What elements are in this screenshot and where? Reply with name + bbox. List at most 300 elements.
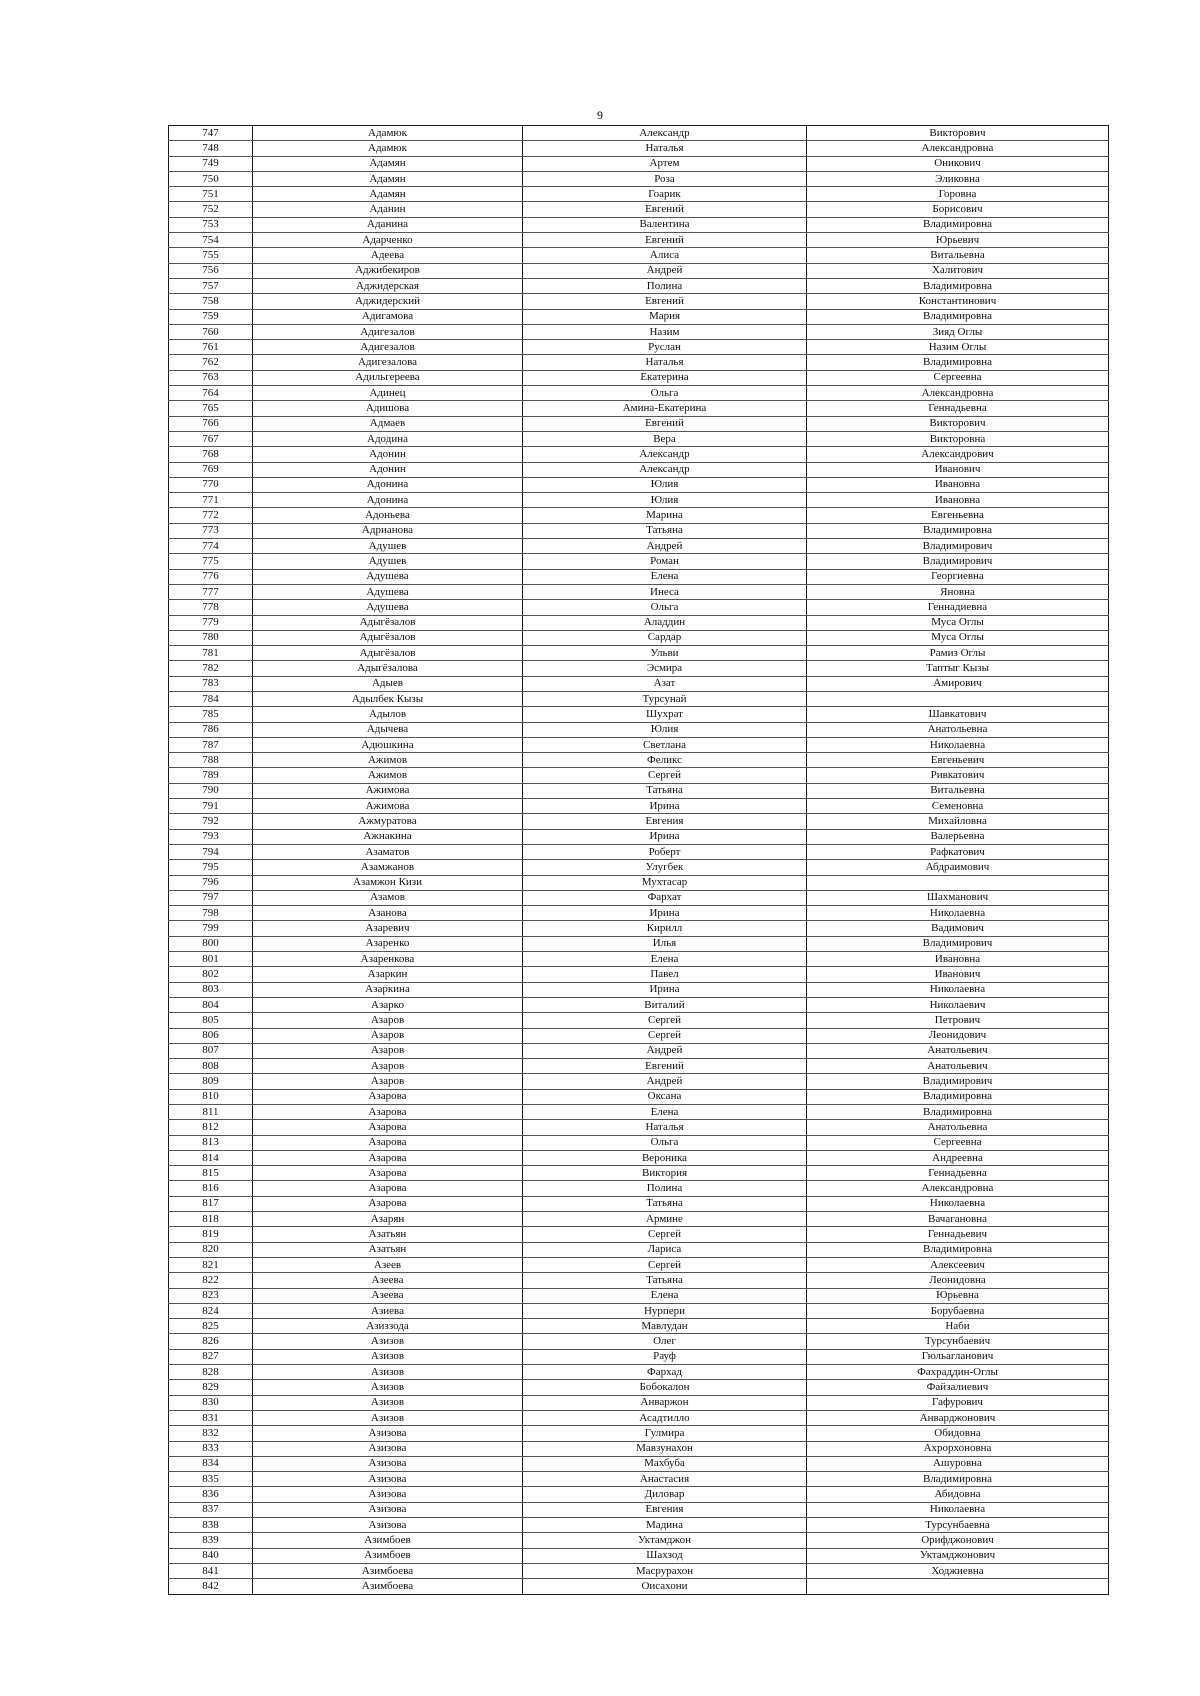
row-number: 835 [169,1472,253,1487]
surname-cell: Адамюк [253,141,523,156]
patronymic-cell: Александрович [807,447,1109,462]
first-name-cell: Мухтасар [523,875,807,890]
first-name-cell: Махбуба [523,1456,807,1471]
first-name-cell: Шухрат [523,707,807,722]
first-name-cell: Ирина [523,829,807,844]
patronymic-cell: Георгиевна [807,569,1109,584]
patronymic-cell: Абдраимович [807,860,1109,875]
table-row [169,202,1109,217]
surname-cell: Ажимов [253,768,523,783]
first-name-cell: Мадина [523,1518,807,1533]
patronymic-cell: Иванович [807,967,1109,982]
surname-cell: Азизов [253,1380,523,1395]
row-number: 806 [169,1028,253,1043]
surname-cell: Азеева [253,1273,523,1288]
patronymic-cell: Борисович [807,202,1109,217]
patronymic-cell: Александровна [807,1181,1109,1196]
table-row [169,386,1109,401]
patronymic-cell: Борубаевна [807,1303,1109,1318]
patronymic-cell: Михайловна [807,814,1109,829]
row-number: 832 [169,1426,253,1441]
surname-cell: Адодина [253,431,523,446]
surname-cell: Азиева [253,1303,523,1318]
row-number: 783 [169,676,253,691]
row-number: 840 [169,1548,253,1563]
row-number: 794 [169,844,253,859]
patronymic-cell: Анатольевна [807,722,1109,737]
row-number: 772 [169,508,253,523]
first-name-cell: Андрей [523,539,807,554]
first-name-cell: Полина [523,278,807,293]
first-name-cell: Елена [523,1105,807,1120]
surname-cell: Адычева [253,722,523,737]
table-row [169,600,1109,615]
patronymic-cell: Константинович [807,294,1109,309]
surname-cell: Азаренкова [253,952,523,967]
first-name-cell: Фархат [523,890,807,905]
first-name-cell: Юлия [523,722,807,737]
table-row [169,1579,1109,1594]
first-name-cell: Валентина [523,217,807,232]
surname-cell: Азизов [253,1349,523,1364]
table-row [169,493,1109,508]
table-row [169,967,1109,982]
surname-cell: Аджидерская [253,278,523,293]
first-name-cell: Алиса [523,248,807,263]
patronymic-cell: Владимировна [807,1089,1109,1104]
table-row [169,447,1109,462]
row-number: 813 [169,1135,253,1150]
first-name-cell: Виталий [523,997,807,1012]
surname-cell: Адыев [253,676,523,691]
patronymic-cell: Муса Оглы [807,630,1109,645]
row-number: 750 [169,171,253,186]
patronymic-cell: Оникович [807,156,1109,171]
row-number: 816 [169,1181,253,1196]
first-name-cell: Азат [523,676,807,691]
row-number: 773 [169,523,253,538]
patronymic-cell: Рафкатович [807,844,1109,859]
first-name-cell: Рауф [523,1349,807,1364]
row-number: 758 [169,294,253,309]
table-row [169,539,1109,554]
surname-cell: Азамов [253,890,523,905]
table-row [169,1074,1109,1089]
first-name-cell: Турсунай [523,691,807,706]
row-number: 796 [169,875,253,890]
patronymic-cell: Евгеньевна [807,508,1109,523]
patronymic-cell: Владимировна [807,217,1109,232]
row-number: 841 [169,1563,253,1578]
row-number: 804 [169,997,253,1012]
patronymic-cell: Халитович [807,263,1109,278]
surname-cell: Адылбек Кызы [253,691,523,706]
table-row [169,829,1109,844]
first-name-cell: Елена [523,952,807,967]
first-name-cell: Армине [523,1212,807,1227]
first-name-cell: Гулмира [523,1426,807,1441]
patronymic-cell: Ходжиевна [807,1563,1109,1578]
table-row [169,1242,1109,1257]
table-row [169,1227,1109,1242]
table-row [169,952,1109,967]
surname-cell: Азарян [253,1212,523,1227]
surname-cell: Адоньева [253,508,523,523]
patronymic-cell: Яновна [807,584,1109,599]
surname-cell: Адигезалов [253,340,523,355]
patronymic-cell: Александровна [807,386,1109,401]
table-row [169,783,1109,798]
row-number: 778 [169,600,253,615]
patronymic-cell: Ивановна [807,477,1109,492]
surname-cell: Азизов [253,1334,523,1349]
first-name-cell: Сардар [523,630,807,645]
first-name-cell: Виктория [523,1166,807,1181]
first-name-cell: Ольга [523,1135,807,1150]
name-list-body [169,126,1109,1595]
first-name-cell: Вера [523,431,807,446]
row-number: 795 [169,860,253,875]
first-name-cell: Феликс [523,753,807,768]
first-name-cell: Александр [523,462,807,477]
surname-cell: Азизов [253,1395,523,1410]
first-name-cell: Артем [523,156,807,171]
surname-cell: Ажмуратова [253,814,523,829]
first-name-cell: Оксана [523,1089,807,1104]
table-row [169,737,1109,752]
page-number: 9 [597,108,603,122]
surname-cell: Азарова [253,1105,523,1120]
row-number: 788 [169,753,253,768]
table-row [169,141,1109,156]
patronymic-cell: Викторовна [807,431,1109,446]
first-name-cell: Уктамджон [523,1533,807,1548]
table-row [169,1426,1109,1441]
first-name-cell: Марина [523,508,807,523]
first-name-cell: Екатерина [523,370,807,385]
table-row [169,508,1109,523]
surname-cell: Аджибекиров [253,263,523,278]
first-name-cell: Полина [523,1181,807,1196]
first-name-cell: Гоарик [523,187,807,202]
first-name-cell: Аладдин [523,615,807,630]
patronymic-cell: Анварджонович [807,1410,1109,1425]
row-number: 797 [169,890,253,905]
row-number: 830 [169,1395,253,1410]
surname-cell: Азаркин [253,967,523,982]
table-row [169,630,1109,645]
surname-cell: Адылов [253,707,523,722]
surname-cell: Адамян [253,187,523,202]
table-row [169,646,1109,661]
surname-cell: Азамжон Кизи [253,875,523,890]
table-row [169,431,1109,446]
table-row [169,1502,1109,1517]
surname-cell: Адамюк [253,126,523,141]
patronymic-cell: Ахрорхоновна [807,1441,1109,1456]
table-row [169,401,1109,416]
patronymic-cell: Николаевич [807,997,1109,1012]
patronymic-cell: Владимирович [807,1074,1109,1089]
row-number: 765 [169,401,253,416]
surname-cell: Ажимова [253,783,523,798]
table-row [169,860,1109,875]
first-name-cell: Ольга [523,386,807,401]
surname-cell: Адушева [253,569,523,584]
surname-cell: Азамжанов [253,860,523,875]
table-row [169,278,1109,293]
row-number: 839 [169,1533,253,1548]
first-name-cell: Юлия [523,477,807,492]
table-row [169,263,1109,278]
row-number: 763 [169,370,253,385]
first-name-cell: Ирина [523,799,807,814]
patronymic-cell [807,1579,1109,1594]
surname-cell: Азиззода [253,1319,523,1334]
row-number: 798 [169,906,253,921]
patronymic-cell: Ивановна [807,952,1109,967]
table-row [169,1212,1109,1227]
row-number: 774 [169,539,253,554]
row-number: 786 [169,722,253,737]
surname-cell: Азимбоев [253,1533,523,1548]
table-row [169,1410,1109,1425]
surname-cell: Адмаев [253,416,523,431]
patronymic-cell: Юрьевна [807,1288,1109,1303]
patronymic-cell: Владимировна [807,278,1109,293]
surname-cell: Азарова [253,1150,523,1165]
patronymic-cell: Ашуровна [807,1456,1109,1471]
patronymic-cell: Гюльагланович [807,1349,1109,1364]
surname-cell: Аданин [253,202,523,217]
surname-cell: Азизова [253,1518,523,1533]
row-number: 805 [169,1013,253,1028]
patronymic-cell: Геннадьевич [807,1227,1109,1242]
table-row [169,1487,1109,1502]
surname-cell: Ажимов [253,753,523,768]
table-row [169,416,1109,431]
patronymic-cell: Витальевна [807,248,1109,263]
row-number: 810 [169,1089,253,1104]
surname-cell: Адеева [253,248,523,263]
table-row [169,1013,1109,1028]
patronymic-cell: Владимировна [807,309,1109,324]
surname-cell: Адушева [253,600,523,615]
patronymic-cell: Петрович [807,1013,1109,1028]
surname-cell: Азизова [253,1441,523,1456]
row-number: 821 [169,1257,253,1272]
first-name-cell: Амина-Екатерина [523,401,807,416]
patronymic-cell: Шахманович [807,890,1109,905]
row-number: 815 [169,1166,253,1181]
surname-cell: Азимбоев [253,1548,523,1563]
patronymic-cell: Обидовна [807,1426,1109,1441]
first-name-cell: Мавзунахон [523,1441,807,1456]
table-row [169,1196,1109,1211]
table-row [169,1472,1109,1487]
row-number: 756 [169,263,253,278]
first-name-cell: Сергей [523,1028,807,1043]
table-row [169,156,1109,171]
name-list-table [168,125,1109,1595]
patronymic-cell: Владимировна [807,1105,1109,1120]
table-row [169,187,1109,202]
row-number: 831 [169,1410,253,1425]
table-row [169,217,1109,232]
surname-cell: Азанова [253,906,523,921]
row-number: 790 [169,783,253,798]
patronymic-cell: Назим Оглы [807,340,1109,355]
surname-cell: Азаматов [253,844,523,859]
table-row [169,340,1109,355]
surname-cell: Азарова [253,1120,523,1135]
table-row [169,1089,1109,1104]
table-row [169,691,1109,706]
surname-cell: Адинец [253,386,523,401]
table-row [169,462,1109,477]
patronymic-cell: Ривкатович [807,768,1109,783]
row-number: 760 [169,324,253,339]
table-row [169,233,1109,248]
patronymic-cell: Геннадьевна [807,1166,1109,1181]
patronymic-cell: Алексеевич [807,1257,1109,1272]
first-name-cell: Евгения [523,814,807,829]
row-number: 789 [169,768,253,783]
surname-cell: Азаров [253,1043,523,1058]
patronymic-cell: Уктамджонович [807,1548,1109,1563]
table-row [169,814,1109,829]
first-name-cell: Евгения [523,1502,807,1517]
row-number: 817 [169,1196,253,1211]
table-row [169,1533,1109,1548]
table-row [169,890,1109,905]
table-row [169,799,1109,814]
row-number: 825 [169,1319,253,1334]
first-name-cell: Сергей [523,768,807,783]
table-row [169,523,1109,538]
table-row [169,1135,1109,1150]
row-number: 808 [169,1059,253,1074]
table-row [169,309,1109,324]
surname-cell: Азаренко [253,936,523,951]
row-number: 833 [169,1441,253,1456]
table-row [169,1288,1109,1303]
row-number: 781 [169,646,253,661]
patronymic-cell: Николаевна [807,737,1109,752]
surname-cell: Азарова [253,1166,523,1181]
row-number: 842 [169,1579,253,1594]
row-number: 807 [169,1043,253,1058]
table-row [169,1319,1109,1334]
table-row [169,875,1109,890]
patronymic-cell: Викторович [807,126,1109,141]
row-number: 785 [169,707,253,722]
row-number: 769 [169,462,253,477]
row-number: 836 [169,1487,253,1502]
table-row [169,1334,1109,1349]
patronymic-cell: Фахраддин-Оглы [807,1365,1109,1380]
patronymic-cell: Владимировна [807,1472,1109,1487]
patronymic-cell: Владимировна [807,355,1109,370]
table-row [169,569,1109,584]
first-name-cell: Вероника [523,1150,807,1165]
patronymic-cell: Иванович [807,462,1109,477]
table-row [169,1257,1109,1272]
surname-cell: Адишова [253,401,523,416]
row-number: 767 [169,431,253,446]
patronymic-cell: Ивановна [807,493,1109,508]
row-number: 784 [169,691,253,706]
first-name-cell: Александр [523,447,807,462]
first-name-cell: Кирилл [523,921,807,936]
table-row [169,936,1109,951]
patronymic-cell: Владимировна [807,1242,1109,1257]
patronymic-cell: Николаевна [807,1502,1109,1517]
patronymic-cell [807,875,1109,890]
table-row [169,248,1109,263]
row-number: 809 [169,1074,253,1089]
patronymic-cell: Сергеевна [807,1135,1109,1150]
first-name-cell: Евгений [523,416,807,431]
table-row [169,844,1109,859]
surname-cell: Азарова [253,1181,523,1196]
first-name-cell: Мавлудан [523,1319,807,1334]
patronymic-cell: Орифджонович [807,1533,1109,1548]
first-name-cell: Асадтилло [523,1410,807,1425]
patronymic-cell: Вачагановна [807,1212,1109,1227]
surname-cell: Адонина [253,493,523,508]
table-row [169,126,1109,141]
table-row [169,1150,1109,1165]
surname-cell: Адонина [253,477,523,492]
row-number: 826 [169,1334,253,1349]
patronymic-cell: Турсунбаевич [807,1334,1109,1349]
row-number: 779 [169,615,253,630]
table-row [169,921,1109,936]
row-number: 775 [169,554,253,569]
patronymic-cell: Гафурович [807,1395,1109,1410]
row-number: 803 [169,982,253,997]
first-name-cell: Евгений [523,202,807,217]
first-name-cell: Елена [523,569,807,584]
surname-cell: Азеев [253,1257,523,1272]
surname-cell: Азаров [253,1028,523,1043]
table-row [169,1548,1109,1563]
table-row [169,1181,1109,1196]
row-number: 819 [169,1227,253,1242]
row-number: 824 [169,1303,253,1318]
patronymic-cell: Рамиз Оглы [807,646,1109,661]
patronymic-cell: Горовна [807,187,1109,202]
table-row [169,584,1109,599]
surname-cell: Адигамова [253,309,523,324]
table-row [169,753,1109,768]
first-name-cell: Фархад [523,1365,807,1380]
surname-cell: Адильгереева [253,370,523,385]
table-row [169,171,1109,186]
first-name-cell: Евгений [523,1059,807,1074]
surname-cell: Аджидерский [253,294,523,309]
surname-cell: Адыгёзалов [253,646,523,661]
first-name-cell: Оисахони [523,1579,807,1594]
table-row [169,1441,1109,1456]
row-number: 771 [169,493,253,508]
table-row [169,477,1109,492]
row-number: 827 [169,1349,253,1364]
patronymic-cell: Александровна [807,141,1109,156]
table-row [169,1349,1109,1364]
table-row [169,906,1109,921]
